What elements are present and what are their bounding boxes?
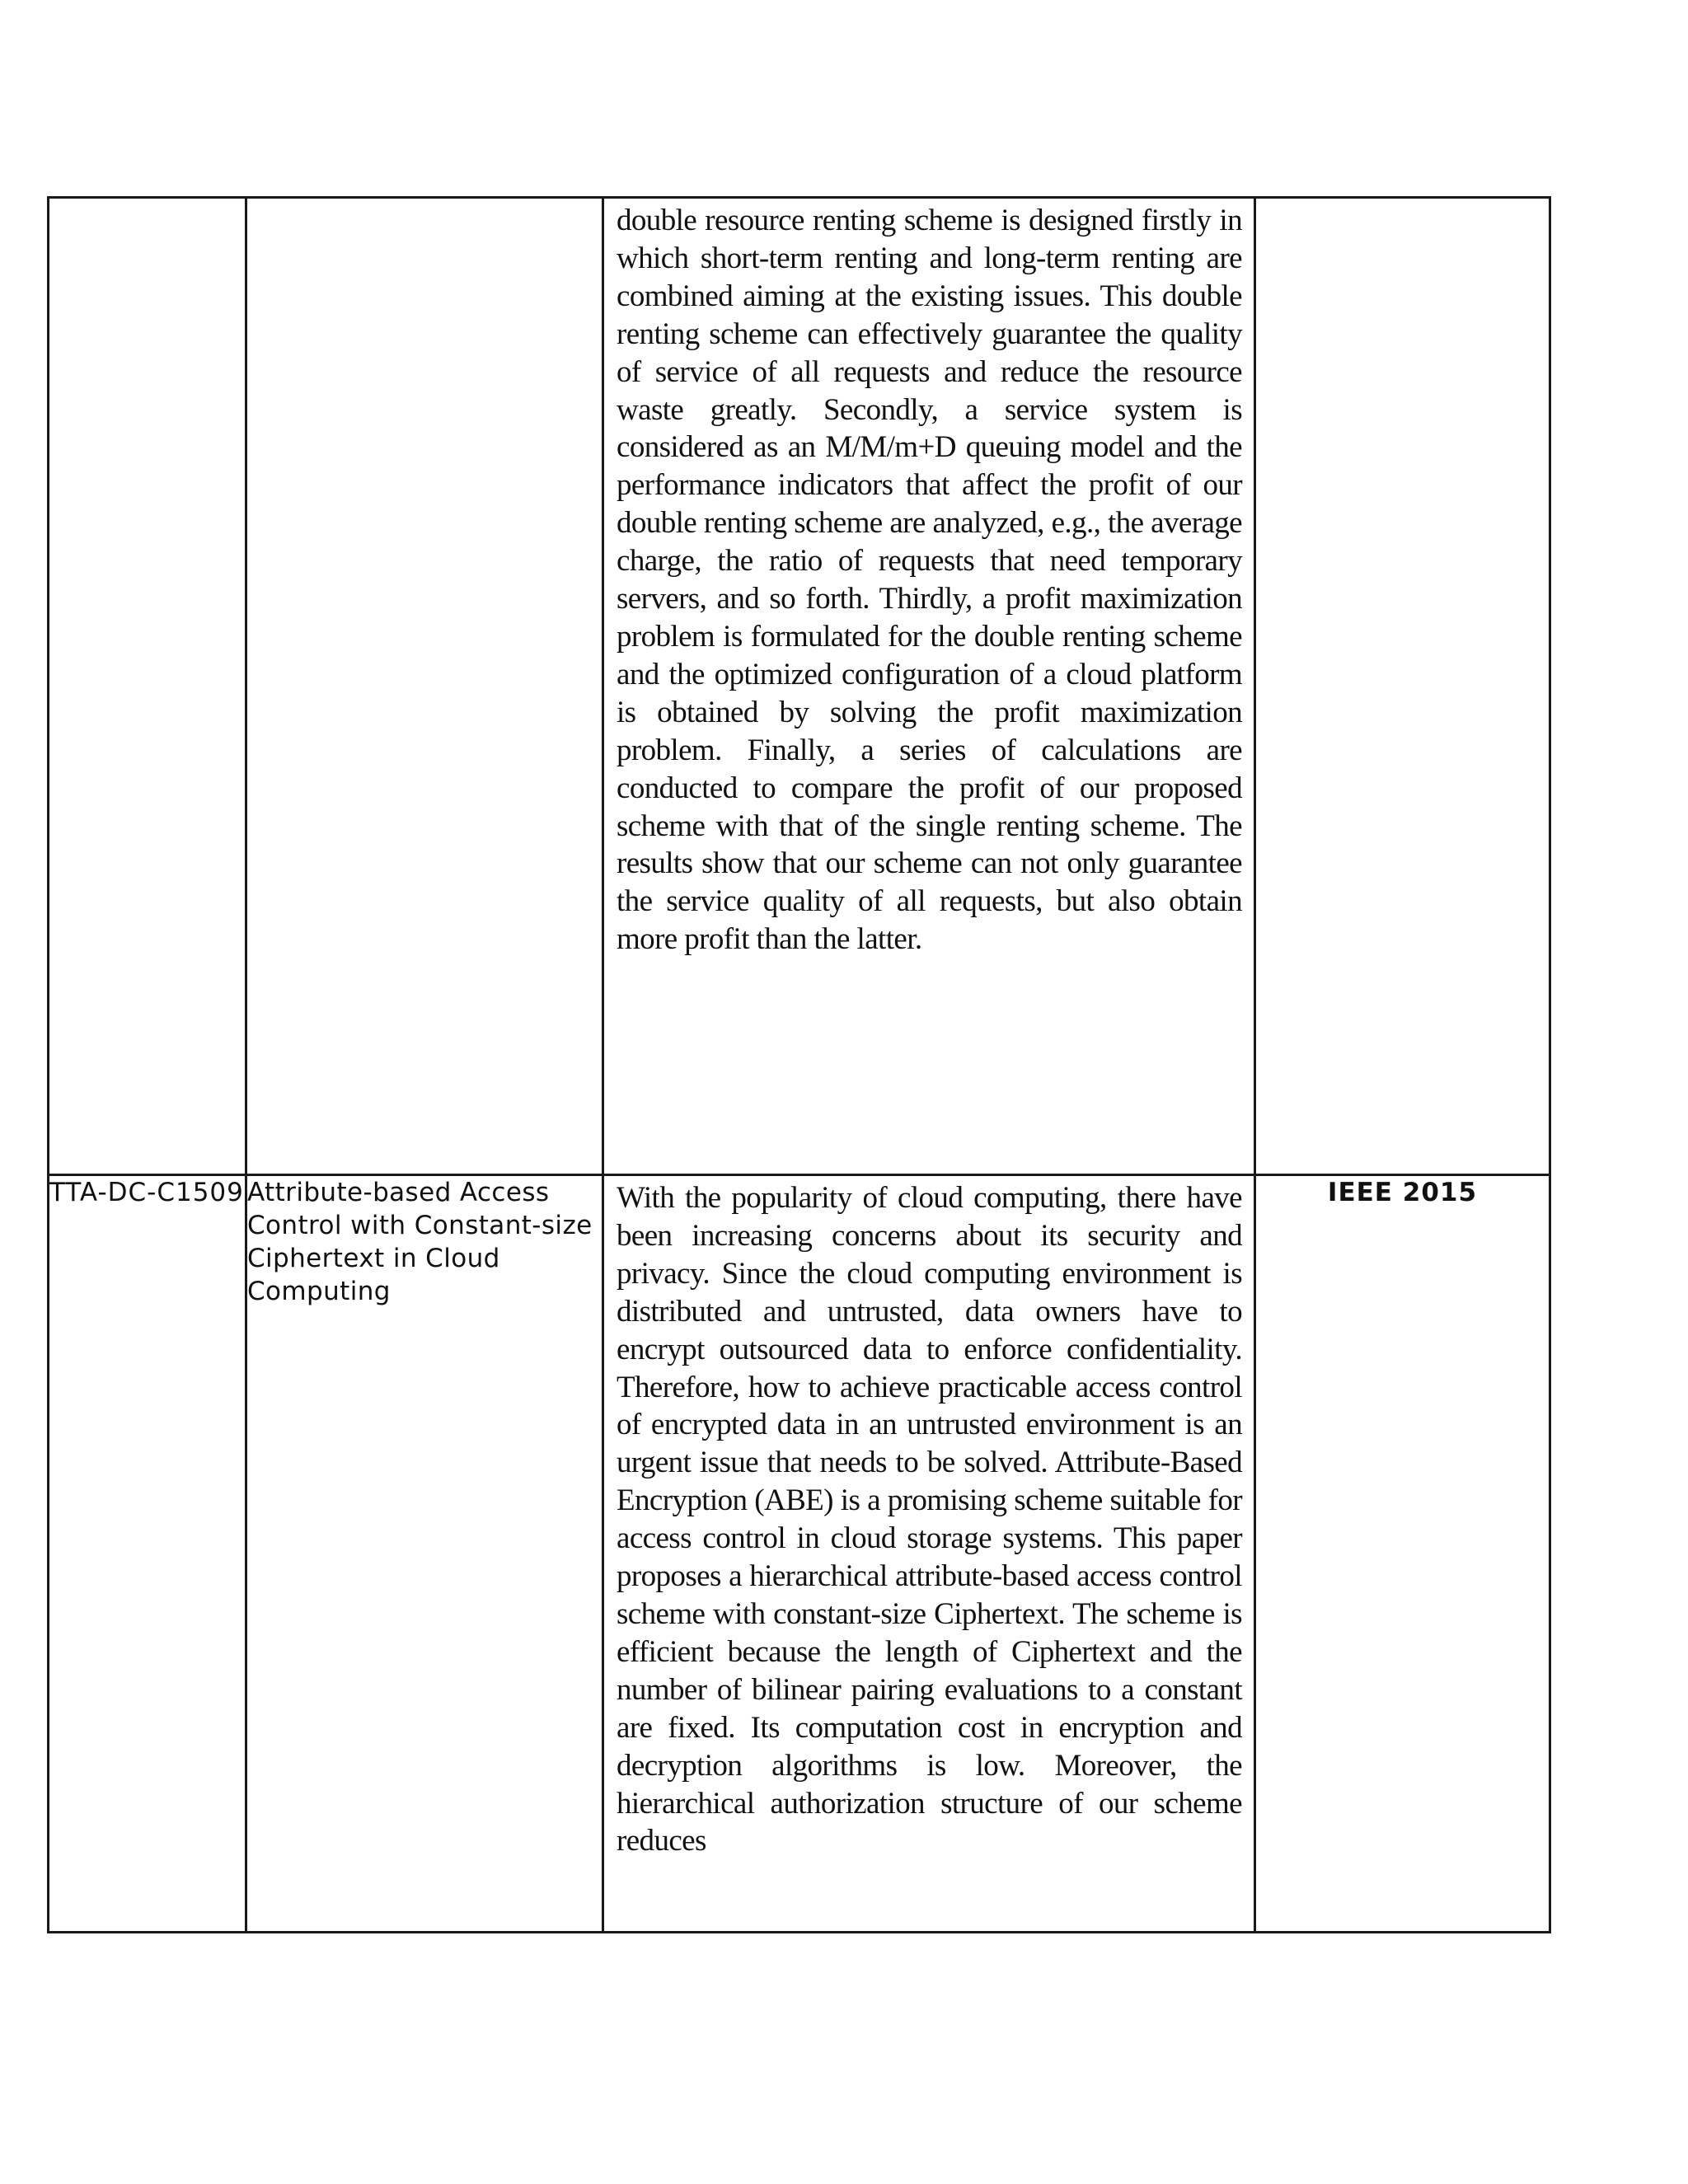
abstract-cell [603,198,1255,1175]
paper-id: TTA-DC-C1509 [49,1178,244,1207]
paper-id-cell [49,1175,246,1933]
table-row [49,1175,1550,1933]
paper-title-cell [246,1175,603,1933]
papers-table [47,196,1551,1933]
paper-abstract: double resource renting scheme is designed firstly in which short-term renting and long-term renting are combined aiming at the existing issues. This double renting scheme can effectively guarantee the quality of service of all requests and reduce the resource waste greatly. Secondly, a service system is considered as an M/M/m+D queuing model and the performance indicators that affect the profit of our double renting scheme are analyzed, e.g., the average charge, the ratio of requests that need temporary servers, and so forth. Thirdly, a profit maximization problem is formulated for the double renting scheme and the optimized configuration of a cloud platform is obtained by solving the profit maximization problem. Finally, a series of calculations are conducted to compare the profit of our proposed scheme with that of the single renting scheme. The results show that our scheme can not only guarantee the service quality of all requests, but also obtain more profit than the latter. [617,204,1242,957]
paper-title-cell [246,198,603,1175]
paper-title: Attribute-based Access Control with Constant-size Ciphertext in Cloud Computing [247,1178,593,1306]
year-cell [1255,198,1550,1175]
paper-abstract: With the popularity of cloud computing, there have been increasing concerns about its security and privacy. Since the cloud computing environment is distributed and untrusted, data owners have to encrypt outsourced data to enforce confidentiality. Therefore, how to achieve practicable access control of encrypted data in an untrusted environment is an urgent issue that needs to be solved. Attribute-Based Encryption (ABE) is a promising scheme suitable for access control in cloud storage systems. This paper proposes a hierarchical attribute-based access control scheme with constant-size Ciphertext. The scheme is efficient because the length of Ciphertext and the number of bilinear pairing evaluations to a constant are fixed. Its computation cost in encryption and decryption algorithms is low. Moreover, the hierarchical authorization structure of our scheme reduces [617,1181,1242,1858]
paper-year: IEEE 2015 [1327,1178,1478,1207]
paper-id-cell [49,198,246,1175]
abstract-cell [603,1175,1255,1933]
year-cell [1255,1175,1550,1933]
table-row [49,198,1550,1175]
